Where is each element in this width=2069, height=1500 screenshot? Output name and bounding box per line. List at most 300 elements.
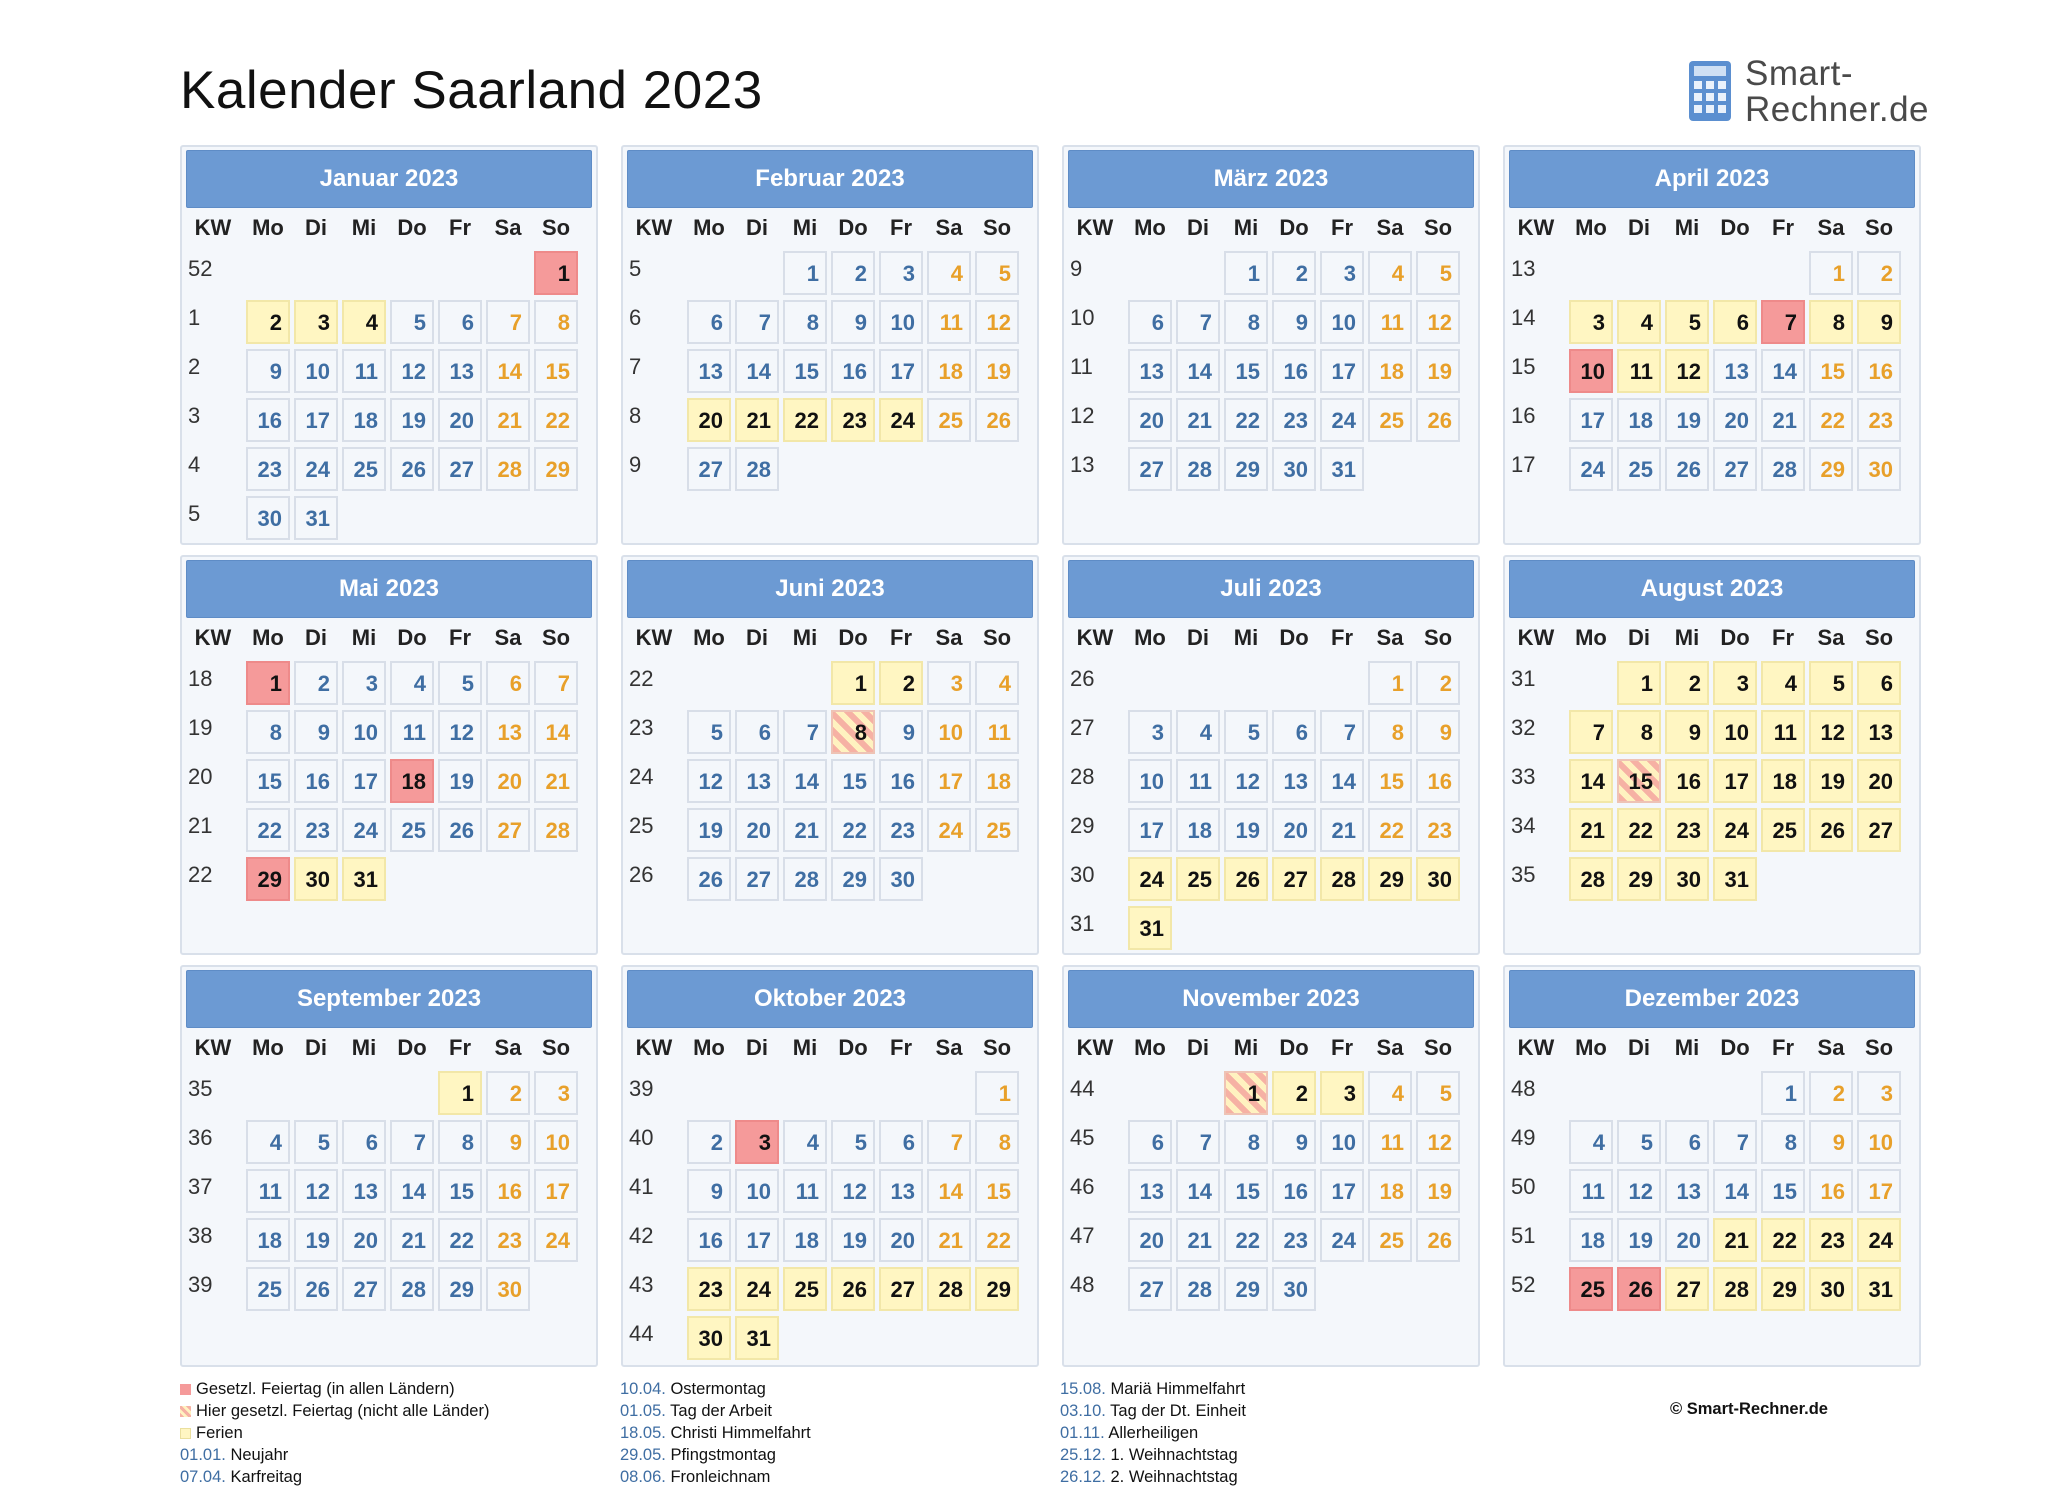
day-cell: 20 bbox=[1857, 759, 1901, 803]
weekday-header: Do bbox=[397, 215, 427, 240]
day-cell: 11 bbox=[927, 300, 971, 344]
day-cell: 1 bbox=[1224, 251, 1268, 295]
month-title: April 2023 bbox=[1509, 150, 1915, 208]
day-cell: 9 bbox=[831, 300, 875, 344]
day-cell: 2 bbox=[1809, 1071, 1853, 1115]
day-cell: 7 bbox=[1176, 1120, 1220, 1164]
day-cell: 30 bbox=[1809, 1267, 1853, 1311]
day-cell: 18 bbox=[246, 1218, 290, 1262]
weekday-header: Di bbox=[746, 1035, 768, 1060]
day-cell: 21 bbox=[1320, 808, 1364, 852]
day-cell: 25 bbox=[927, 398, 971, 442]
day-cell: 10 bbox=[1713, 710, 1757, 754]
day-cell: 14 bbox=[390, 1169, 434, 1213]
day-cell: 7 bbox=[486, 300, 530, 344]
day-cell: 12 bbox=[390, 349, 434, 393]
day-cell: 8 bbox=[1224, 1120, 1268, 1164]
weekday-header: KW bbox=[194, 215, 232, 240]
day-cell: 6 bbox=[735, 710, 779, 754]
weekday-header: KW bbox=[1076, 625, 1114, 650]
day-cell: 5 bbox=[1416, 251, 1460, 295]
day-cell: 26 bbox=[390, 447, 434, 491]
day-cell: 16 bbox=[831, 349, 875, 393]
month-title: November 2023 bbox=[1068, 970, 1474, 1028]
day-cell: 22 bbox=[438, 1218, 482, 1262]
day-cell: 19 bbox=[1416, 349, 1460, 393]
weekday-header: Sa bbox=[494, 625, 522, 650]
day-cell: 3 bbox=[1857, 1071, 1901, 1115]
day-cell: 9 bbox=[879, 710, 923, 754]
weekday-header: Fr bbox=[890, 215, 912, 240]
legend-swatch bbox=[180, 1384, 191, 1395]
weekday-header: Di bbox=[1628, 625, 1650, 650]
week-number: 23 bbox=[629, 715, 654, 740]
week-number: 36 bbox=[188, 1125, 213, 1150]
day-cell: 29 bbox=[1224, 1267, 1268, 1311]
weekday-header: KW bbox=[635, 215, 673, 240]
week-number: 44 bbox=[1070, 1076, 1095, 1101]
day-cell: 25 bbox=[1176, 857, 1220, 901]
day-cell: 6 bbox=[1713, 300, 1757, 344]
day-cell: 16 bbox=[1665, 759, 1709, 803]
week-number: 19 bbox=[188, 715, 213, 740]
day-cell: 24 bbox=[1569, 447, 1613, 491]
week-number: 34 bbox=[1511, 813, 1536, 838]
weekday-header: Mi bbox=[351, 215, 377, 240]
day-cell: 15 bbox=[1617, 759, 1661, 803]
day-cell: 14 bbox=[927, 1169, 971, 1213]
weekday-header: Fr bbox=[890, 1035, 912, 1060]
day-cell: 16 bbox=[1416, 759, 1460, 803]
day-cell: 3 bbox=[1320, 251, 1364, 295]
weekday-header: So bbox=[541, 215, 571, 240]
day-cell: 10 bbox=[1320, 300, 1364, 344]
day-cell: 26 bbox=[1617, 1267, 1661, 1311]
week-number: 9 bbox=[629, 452, 642, 477]
day-cell: 15 bbox=[534, 349, 578, 393]
month-block bbox=[621, 965, 1039, 1367]
day-cell: 17 bbox=[1713, 759, 1757, 803]
weekday-header: Mo bbox=[1575, 215, 1607, 240]
week-number: 31 bbox=[1070, 911, 1095, 936]
week-number: 21 bbox=[188, 813, 213, 838]
holiday-name: Tag der Dt. Einheit bbox=[1110, 1402, 1246, 1420]
day-cell: 17 bbox=[1569, 398, 1613, 442]
weekday-header: Do bbox=[1720, 1035, 1750, 1060]
day-cell: 13 bbox=[1272, 759, 1316, 803]
weekday-header: Sa bbox=[1817, 1035, 1845, 1060]
day-cell: 24 bbox=[294, 447, 338, 491]
day-cell: 5 bbox=[1617, 1120, 1661, 1164]
day-cell: 27 bbox=[438, 447, 482, 491]
day-cell: 30 bbox=[1857, 447, 1901, 491]
weekday-header: Di bbox=[746, 625, 768, 650]
day-cell: 12 bbox=[687, 759, 731, 803]
day-cell: 7 bbox=[1761, 300, 1805, 344]
day-cell: 19 bbox=[1224, 808, 1268, 852]
day-cell: 8 bbox=[438, 1120, 482, 1164]
day-cell: 19 bbox=[1617, 1218, 1661, 1262]
day-cell: 7 bbox=[1320, 710, 1364, 754]
holiday-date: 15.08. bbox=[1060, 1380, 1106, 1398]
day-cell: 28 bbox=[783, 857, 827, 901]
weekday-header: KW bbox=[635, 625, 673, 650]
day-cell: 23 bbox=[1809, 1218, 1853, 1262]
day-cell: 4 bbox=[246, 1120, 290, 1164]
week-number: 20 bbox=[188, 764, 213, 789]
day-cell: 2 bbox=[1857, 251, 1901, 295]
day-cell: 26 bbox=[1416, 398, 1460, 442]
weekday-header: Do bbox=[1279, 625, 1309, 650]
day-cell: 17 bbox=[1128, 808, 1172, 852]
day-cell: 12 bbox=[1416, 1120, 1460, 1164]
day-cell: 1 bbox=[1617, 661, 1661, 705]
holiday-name: Christi Himmelfahrt bbox=[670, 1424, 811, 1442]
day-cell: 20 bbox=[342, 1218, 386, 1262]
weekday-header: Mi bbox=[1674, 625, 1700, 650]
day-cell: 22 bbox=[1224, 398, 1268, 442]
day-cell: 11 bbox=[1368, 300, 1412, 344]
week-number: 14 bbox=[1511, 305, 1536, 330]
copyright-notice: © Smart-Rechner.de bbox=[1670, 1400, 1828, 1418]
weekday-header: Mo bbox=[252, 1035, 284, 1060]
legend-item bbox=[180, 1422, 489, 1444]
month-title: Februar 2023 bbox=[627, 150, 1033, 208]
day-cell: 6 bbox=[486, 661, 530, 705]
month-block bbox=[621, 145, 1039, 545]
day-cell: 17 bbox=[294, 398, 338, 442]
day-cell: 6 bbox=[1665, 1120, 1709, 1164]
day-cell: 31 bbox=[735, 1316, 779, 1360]
day-cell: 30 bbox=[1272, 447, 1316, 491]
weekday-header: Mi bbox=[792, 625, 818, 650]
weekday-header: Mo bbox=[1134, 1035, 1166, 1060]
week-number: 25 bbox=[629, 813, 654, 838]
day-cell: 24 bbox=[342, 808, 386, 852]
day-cell: 16 bbox=[687, 1218, 731, 1262]
weekday-header: Di bbox=[1187, 625, 1209, 650]
day-cell: 31 bbox=[342, 857, 386, 901]
holiday-name: Mariä Himmelfahrt bbox=[1110, 1380, 1246, 1398]
legend-swatch bbox=[180, 1428, 191, 1439]
day-cell: 25 bbox=[1368, 1218, 1412, 1262]
day-cell: 19 bbox=[831, 1218, 875, 1262]
day-cell: 11 bbox=[390, 710, 434, 754]
holiday-entry bbox=[1060, 1444, 1246, 1466]
day-cell: 30 bbox=[1665, 857, 1709, 901]
day-cell: 6 bbox=[1128, 300, 1172, 344]
weekday-header: Mo bbox=[252, 215, 284, 240]
day-cell: 17 bbox=[1320, 349, 1364, 393]
day-cell: 16 bbox=[1809, 1169, 1853, 1213]
day-cell: 19 bbox=[294, 1218, 338, 1262]
day-cell: 9 bbox=[1272, 1120, 1316, 1164]
day-cell: 9 bbox=[1272, 300, 1316, 344]
day-cell: 21 bbox=[1176, 398, 1220, 442]
day-cell: 28 bbox=[927, 1267, 971, 1311]
day-cell: 23 bbox=[687, 1267, 731, 1311]
day-cell: 2 bbox=[1272, 251, 1316, 295]
day-cell: 8 bbox=[831, 710, 875, 754]
day-cell: 10 bbox=[927, 710, 971, 754]
week-number: 43 bbox=[629, 1272, 654, 1297]
weekday-header: Mi bbox=[1674, 215, 1700, 240]
day-cell: 14 bbox=[1176, 349, 1220, 393]
holiday-date: 03.10. bbox=[1060, 1402, 1106, 1420]
day-cell: 21 bbox=[1761, 398, 1805, 442]
weekday-header: Mo bbox=[1575, 1035, 1607, 1060]
month-title: März 2023 bbox=[1068, 150, 1474, 208]
holiday-date: 01.01. bbox=[180, 1446, 226, 1464]
day-cell: 28 bbox=[1569, 857, 1613, 901]
day-cell: 7 bbox=[390, 1120, 434, 1164]
day-cell: 21 bbox=[390, 1218, 434, 1262]
holiday-name: 1. Weihnachtstag bbox=[1110, 1446, 1238, 1464]
day-cell: 18 bbox=[1569, 1218, 1613, 1262]
day-cell: 11 bbox=[342, 349, 386, 393]
day-cell: 24 bbox=[879, 398, 923, 442]
day-cell: 18 bbox=[1368, 1169, 1412, 1213]
day-cell: 14 bbox=[1320, 759, 1364, 803]
day-cell: 13 bbox=[1128, 1169, 1172, 1213]
holiday-entry bbox=[1060, 1400, 1246, 1422]
day-cell: 1 bbox=[975, 1071, 1019, 1115]
day-cell: 8 bbox=[975, 1120, 1019, 1164]
day-cell: 13 bbox=[1857, 710, 1901, 754]
week-number: 51 bbox=[1511, 1223, 1536, 1248]
weekday-header: KW bbox=[1517, 215, 1555, 240]
day-cell: 8 bbox=[534, 300, 578, 344]
day-cell: 29 bbox=[975, 1267, 1019, 1311]
day-cell: 21 bbox=[783, 808, 827, 852]
day-cell: 25 bbox=[1761, 808, 1805, 852]
day-cell: 31 bbox=[1320, 447, 1364, 491]
week-number: 9 bbox=[1070, 256, 1083, 281]
day-cell: 14 bbox=[1569, 759, 1613, 803]
weekday-header: So bbox=[1864, 625, 1894, 650]
week-number: 39 bbox=[188, 1272, 213, 1297]
week-number: 18 bbox=[188, 666, 213, 691]
day-cell: 12 bbox=[438, 710, 482, 754]
page-title: Kalender Saarland 2023 bbox=[180, 61, 763, 120]
day-cell: 10 bbox=[1128, 759, 1172, 803]
day-cell: 20 bbox=[1128, 398, 1172, 442]
weekday-header: So bbox=[1423, 215, 1453, 240]
day-cell: 10 bbox=[342, 710, 386, 754]
weekday-header: So bbox=[1423, 625, 1453, 650]
day-cell: 15 bbox=[438, 1169, 482, 1213]
day-cell: 1 bbox=[534, 251, 578, 295]
day-cell: 6 bbox=[687, 300, 731, 344]
day-cell: 8 bbox=[783, 300, 827, 344]
day-cell: 8 bbox=[246, 710, 290, 754]
day-cell: 16 bbox=[246, 398, 290, 442]
day-cell: 10 bbox=[294, 349, 338, 393]
holiday-date: 01.05. bbox=[620, 1402, 666, 1420]
week-number: 4 bbox=[188, 452, 201, 477]
day-cell: 24 bbox=[1320, 398, 1364, 442]
day-cell: 25 bbox=[783, 1267, 827, 1311]
week-number: 37 bbox=[188, 1174, 213, 1199]
day-cell: 16 bbox=[1272, 1169, 1316, 1213]
day-cell: 8 bbox=[1224, 300, 1268, 344]
day-cell: 15 bbox=[975, 1169, 1019, 1213]
day-cell: 16 bbox=[486, 1169, 530, 1213]
holiday-entry bbox=[180, 1444, 489, 1466]
weekday-header: Do bbox=[1279, 1035, 1309, 1060]
day-cell: 22 bbox=[1224, 1218, 1268, 1262]
day-cell: 27 bbox=[735, 857, 779, 901]
day-cell: 27 bbox=[1665, 1267, 1709, 1311]
weekday-header: Di bbox=[305, 625, 327, 650]
weekday-header: Mo bbox=[1134, 625, 1166, 650]
day-cell: 4 bbox=[342, 300, 386, 344]
legend-label: Ferien bbox=[196, 1424, 243, 1442]
day-cell: 29 bbox=[831, 857, 875, 901]
day-cell: 15 bbox=[1368, 759, 1412, 803]
week-number: 15 bbox=[1511, 354, 1536, 379]
weekday-header: KW bbox=[194, 625, 232, 650]
day-cell: 23 bbox=[879, 808, 923, 852]
week-number: 45 bbox=[1070, 1125, 1095, 1150]
day-cell: 8 bbox=[1761, 1120, 1805, 1164]
day-cell: 2 bbox=[831, 251, 875, 295]
day-cell: 27 bbox=[879, 1267, 923, 1311]
day-cell: 17 bbox=[879, 349, 923, 393]
day-cell: 18 bbox=[1761, 759, 1805, 803]
weekday-header: Mo bbox=[1134, 215, 1166, 240]
week-number: 42 bbox=[629, 1223, 654, 1248]
holiday-entry bbox=[620, 1378, 811, 1400]
day-cell: 25 bbox=[342, 447, 386, 491]
day-cell: 14 bbox=[534, 710, 578, 754]
weekday-header: KW bbox=[194, 1035, 232, 1060]
day-cell: 24 bbox=[735, 1267, 779, 1311]
day-cell: 30 bbox=[294, 857, 338, 901]
day-cell: 27 bbox=[1128, 447, 1172, 491]
day-cell: 9 bbox=[1857, 300, 1901, 344]
week-number: 26 bbox=[1070, 666, 1095, 691]
day-cell: 8 bbox=[1809, 300, 1853, 344]
day-cell: 21 bbox=[1176, 1218, 1220, 1262]
day-cell: 7 bbox=[735, 300, 779, 344]
weekday-header: Fr bbox=[1772, 1035, 1794, 1060]
day-cell: 23 bbox=[246, 447, 290, 491]
day-cell: 25 bbox=[1569, 1267, 1613, 1311]
weekday-header: Sa bbox=[1817, 625, 1845, 650]
calendar-grid bbox=[180, 145, 1920, 1360]
day-cell: 26 bbox=[1809, 808, 1853, 852]
month-block bbox=[180, 145, 598, 545]
day-cell: 4 bbox=[1368, 251, 1412, 295]
day-cell: 21 bbox=[735, 398, 779, 442]
week-number: 22 bbox=[629, 666, 654, 691]
week-number: 24 bbox=[629, 764, 654, 789]
day-cell: 20 bbox=[879, 1218, 923, 1262]
day-cell: 30 bbox=[1272, 1267, 1316, 1311]
weekday-header: Do bbox=[838, 1035, 868, 1060]
day-cell: 12 bbox=[1665, 349, 1709, 393]
week-number: 49 bbox=[1511, 1125, 1536, 1150]
day-cell: 1 bbox=[831, 661, 875, 705]
holiday-entry bbox=[620, 1422, 811, 1444]
day-cell: 9 bbox=[687, 1169, 731, 1213]
day-cell: 28 bbox=[1176, 1267, 1220, 1311]
weekday-header: Di bbox=[1628, 215, 1650, 240]
day-cell: 27 bbox=[687, 447, 731, 491]
day-cell: 1 bbox=[438, 1071, 482, 1115]
month-block bbox=[621, 555, 1039, 955]
day-cell: 7 bbox=[1569, 710, 1613, 754]
weekday-header: Do bbox=[1720, 625, 1750, 650]
day-cell: 20 bbox=[735, 808, 779, 852]
day-cell: 15 bbox=[1761, 1169, 1805, 1213]
day-cell: 5 bbox=[831, 1120, 875, 1164]
day-cell: 25 bbox=[1617, 447, 1661, 491]
day-cell: 28 bbox=[390, 1267, 434, 1311]
week-number: 1 bbox=[188, 305, 201, 330]
calculator-icon bbox=[1688, 60, 1732, 122]
weekday-header: Di bbox=[746, 215, 768, 240]
weekday-header: Mo bbox=[252, 625, 284, 650]
day-cell: 11 bbox=[783, 1169, 827, 1213]
day-cell: 1 bbox=[1809, 251, 1853, 295]
day-cell: 6 bbox=[342, 1120, 386, 1164]
day-cell: 22 bbox=[783, 398, 827, 442]
day-cell: 23 bbox=[1665, 808, 1709, 852]
day-cell: 18 bbox=[390, 759, 434, 803]
day-cell: 26 bbox=[438, 808, 482, 852]
week-number: 12 bbox=[1070, 403, 1095, 428]
weekday-header: Di bbox=[305, 1035, 327, 1060]
day-cell: 11 bbox=[1569, 1169, 1613, 1213]
logo-text-line1: Smart- bbox=[1745, 54, 1853, 93]
week-number: 48 bbox=[1511, 1076, 1536, 1101]
day-cell: 3 bbox=[879, 251, 923, 295]
day-cell: 22 bbox=[1617, 808, 1661, 852]
day-cell: 9 bbox=[246, 349, 290, 393]
week-number: 10 bbox=[1070, 305, 1095, 330]
day-cell: 3 bbox=[1128, 710, 1172, 754]
day-cell: 23 bbox=[1272, 1218, 1316, 1262]
day-cell: 8 bbox=[1368, 710, 1412, 754]
week-number: 38 bbox=[188, 1223, 213, 1248]
month-title: Juni 2023 bbox=[627, 560, 1033, 618]
week-number: 52 bbox=[188, 256, 213, 281]
week-number: 29 bbox=[1070, 813, 1095, 838]
day-cell: 27 bbox=[1272, 857, 1316, 901]
weekday-header: Sa bbox=[1376, 215, 1404, 240]
day-cell: 13 bbox=[438, 349, 482, 393]
day-cell: 12 bbox=[294, 1169, 338, 1213]
day-cell: 20 bbox=[486, 759, 530, 803]
month-block bbox=[1062, 965, 1480, 1367]
weekday-header: Fr bbox=[449, 625, 471, 650]
month-title: Mai 2023 bbox=[186, 560, 592, 618]
week-number: 13 bbox=[1511, 256, 1536, 281]
day-cell: 14 bbox=[1713, 1169, 1757, 1213]
holiday-name: Tag der Arbeit bbox=[670, 1402, 772, 1420]
legend-item bbox=[180, 1378, 489, 1400]
day-cell: 23 bbox=[1416, 808, 1460, 852]
holiday-entry bbox=[620, 1466, 811, 1488]
week-number: 27 bbox=[1070, 715, 1095, 740]
day-cell: 18 bbox=[927, 349, 971, 393]
day-cell: 18 bbox=[1176, 808, 1220, 852]
weekday-header: Fr bbox=[449, 1035, 471, 1060]
weekday-header: Mi bbox=[1233, 215, 1259, 240]
day-cell: 7 bbox=[1713, 1120, 1757, 1164]
